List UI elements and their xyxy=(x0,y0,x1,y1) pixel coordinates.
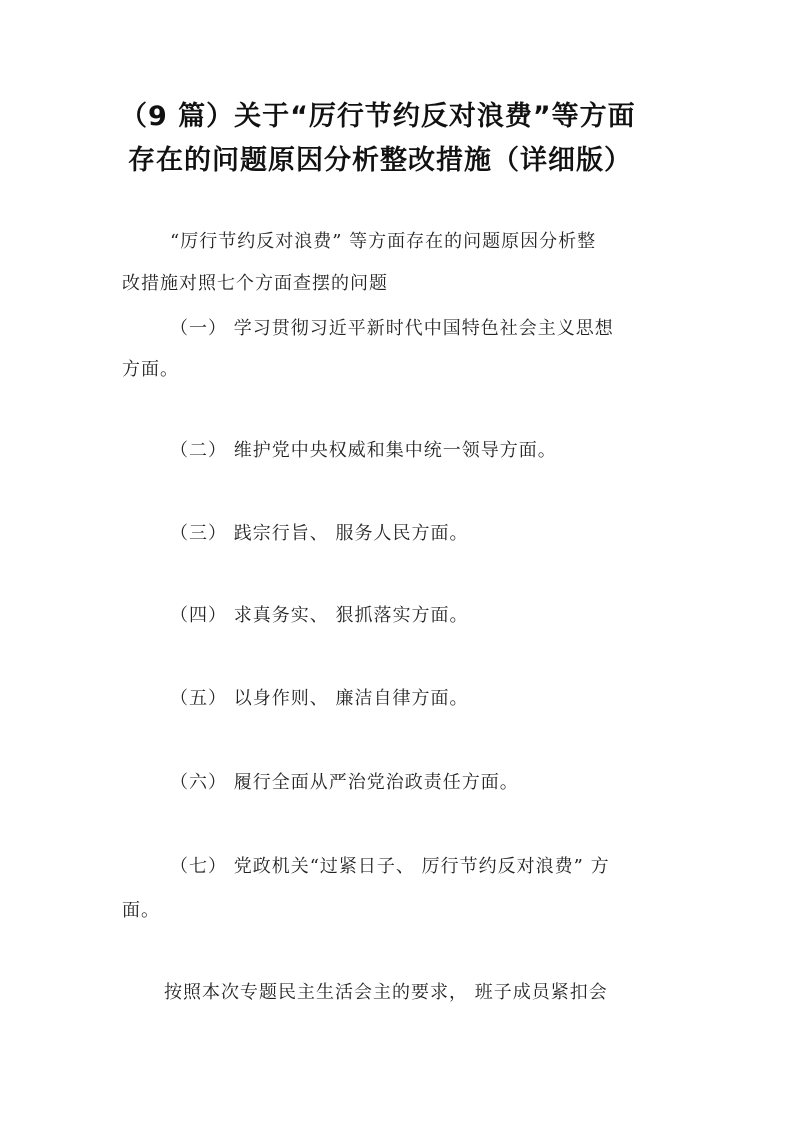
item-2: （二） 维护党中央权威和集中统一领导方面。 xyxy=(170,440,557,461)
item-3: （三） 践宗行旨、 服务人民方面。 xyxy=(170,523,469,544)
intro-line-2: 改措施对照七个方面查摆的问题 xyxy=(122,273,388,294)
document-title-line-2: 存在的问题原因分析整改措施（详细版） xyxy=(128,145,632,176)
item-1-line-1: （一） 学习贯彻习近平新时代中国特色社会主义思想 xyxy=(170,318,614,339)
item-5: （五） 以身作则、 廉洁自律方面。 xyxy=(170,688,469,709)
item-7-line-2: 面。 xyxy=(122,900,160,921)
intro-line-1: “厉行节约反对浪费” 等方面存在的问题原因分析整 xyxy=(170,231,597,252)
item-7-line-1: （七） 党政机关“过紧日子、 厉行节约反对浪费” 方 xyxy=(170,856,610,877)
item-1-line-2: 方面。 xyxy=(122,359,179,380)
item-4: （四） 求真务实、 狠抓落实方面。 xyxy=(170,605,469,626)
document-title-line-1: （9 篇）关于“厉行节约反对浪费”等方面 xyxy=(120,101,636,132)
item-6: （六） 履行全面从严治党治政责任方面。 xyxy=(170,772,519,793)
closing-line-1: 按照本次专题民主生活会主的要求， 班子成员紧扣会 xyxy=(164,982,608,1003)
